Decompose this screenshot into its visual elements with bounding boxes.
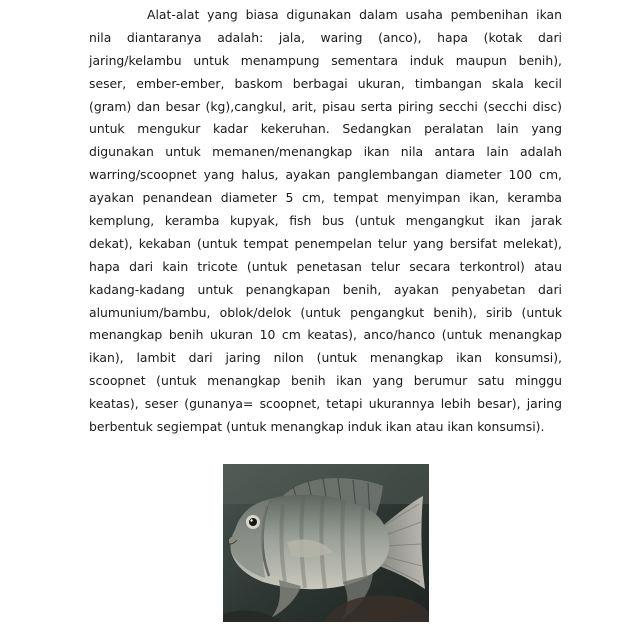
paragraph-line: menangkap benih ukuran 10 cm keatas), anco/hanco (untuk menangkap [89, 327, 562, 343]
paragraph-line: jaring/kelambu untuk menampung sementara induk maupun benih), [89, 52, 562, 68]
paragraph-line: ayakan penandean diameter 5 cm, tempat menyimpan ikan, keramba [89, 190, 562, 206]
paragraph-line: digunakan untuk memanen/menangkap ikan nila antara lain adalah [89, 144, 562, 160]
paragraph-line: berbentuk segiempat (untuk menangkap induk ikan atau ikan konsumsi). [89, 419, 545, 435]
body-paragraph [89, 4, 562, 439]
paragraph-line: kadang-kadang untuk penangkapan benih, ayakan penyabetan dari [89, 281, 562, 297]
paragraph-line: dekat), kekaban (untuk tempat penempelan telur yang bersifat melekat), [89, 235, 562, 251]
paragraph-line: seser, ember-ember, baskom berbagai ukuran, timbangan skala kecil [89, 75, 562, 91]
paragraph-line: ikan), lambit dari jaring nilon (untuk menangkap ikan konsumsi), [89, 350, 562, 366]
fish-photo-icon [223, 464, 429, 622]
paragraph-line: nila diantaranya adalah: jala, waring (anco), hapa (kotak dari [89, 29, 562, 45]
paragraph-line: warring/scoopnet yang halus, ayakan panglembangan diameter 100 cm, [89, 167, 562, 183]
paragraph-line: keatas), seser (gunanya= scoopnet, tetapi ukurannya lebih besar), jaring [89, 396, 562, 412]
paragraph-line: Alat-alat yang biasa digunakan dalam usaha pembenihan ikan [147, 7, 562, 22]
paragraph-line: hapa dari kain tricote (untuk penetasan telur secara terkontrol) atau [89, 258, 562, 274]
paragraph-line: scoopnet (untuk menangkap benih ikan yang berumur satu minggu [89, 373, 562, 389]
fish-photo [223, 464, 429, 622]
paragraph-line: untuk mengukur kadar kekeruhan. Sedangkan peralatan lain yang [89, 121, 562, 137]
paragraph-line: alumunium/bambu, oblok/delok (untuk pengangkut benih), sirib (untuk [89, 304, 562, 320]
paragraph-line: (gram) dan besar (kg),cangkul, arit, pisau serta piring secchi (secchi disc) [89, 98, 562, 114]
paragraph-line: kemplung, keramba kupyak, fish bus (untuk mengangkut ikan jarak [89, 213, 562, 229]
